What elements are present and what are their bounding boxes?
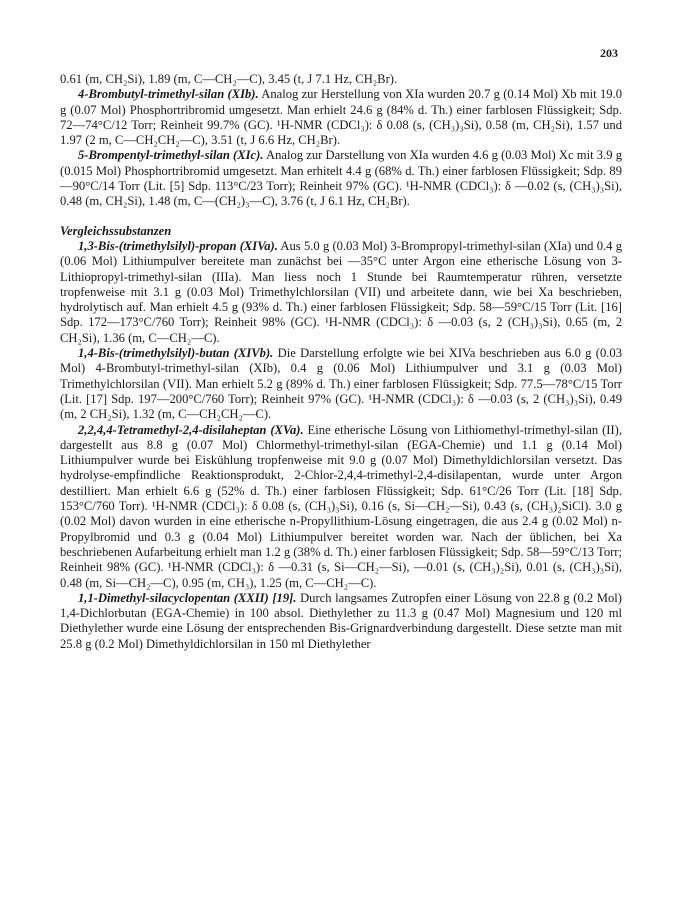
compound-name: 5-Brompentyl-trimethyl-silan (XIc).	[78, 148, 264, 163]
paragraph-xic: 5-Brompentyl-trimethyl-silan (XIc). Analog zur Darstellung von XIa wurden 4.6 g (0.03 Mol) Xc mit 3.9 g (0.015 Mol) Phosphortribromid umgesetzt. Man erhitelt 4.4 g (68% d. Th.) einer farblosen Flüssigkeit; Sdp. 89—90°C/14 Torr (Lit. [5] Sdp. 113°C/23 Torr); Reinheit 97% (GC). ¹H-NMR (CDCl₃): δ —0.02 (s, (CH₃)₃Si), 0.48 (m, CH₂Si), 1.48 (m, C—(CH₂)₃—C), 3.76 (t, J 6.1 Hz, CH₂Br).	[60, 148, 623, 209]
compound-name: 1,3-Bis-(trimethylsilyl)-propan (XIVa).	[78, 238, 278, 253]
paragraph-xia-nmr-tail: 0.61 (m, CH₂Si), 1.89 (m, C—CH₂—C), 3.45 (t, J 7.1 Hz, CH₂Br).	[60, 72, 398, 86]
page-number: 203	[600, 46, 618, 60]
paragraph-xxii: 1,1-Dimethyl-silacyclopentan (XXII) [19]. Durch langsames Zutropfen einer Lösung von 22.8 g (0.2 Mol) 1,4-Dichlorbutan (EGA-Chemie) in 100 absol. Diethylether zu 11.3 g (0.47 Mol) Magnesium und 120 ml Diethylether wurde eine Lösung der entsprechenden Bis-Grignardverbindung dargestellt. Diese setzte man mit 25.8 g (0.2 Mol) Dimethyldichlorsilan in 150 ml Diethylether	[60, 590, 622, 651]
section-heading: Vergleichssubstanzen	[60, 223, 172, 238]
compound-name: 1,1-Dimethyl-silacyclopentan (XXII) [19].	[78, 590, 297, 605]
paragraph-xva: 2,2,4,4-Tetramethyl-2,4-disilaheptan (XVa). Eine etherische Lösung von Lithiomethyl-trimethyl-silan (II), dargestellt aus 8.8 g (0.07 Mol) Chlormethyl-trimethyl-silan (EGA-Chemie) und 1.1 g (0.14 Mol) Lithiumpulver wurde bei Eiskühlung tropfenweise mit 9.0 g (0.07 Mol) Dimethyldichlorsilan versetzt. Das hydrolyse-empfindliche Reaktionsprodukt, 2-Chlor-2,4,4-trimethyl-2,4-disilapentan, wurde unter Argon destilliert. Man erhielt 6.6 g (52% d. Th.) einer farblosen Flüssigkeit; Sdp. 61°C/26 Torr (Lit. [18] Sdp. 153°C/760 Torr). ¹H-NMR (CDCl₃): δ 0.08 (s, (CH₃)₃Si), 0.16 (s, Si—CH₂—Si), 0.43 (s, (CH₃)₂SiCl). 3.0 g (0.02 Mol) davon wurden in eine etherische n-Propyllithium-Lösung eingetragen, die aus 2.4 g (0.02 Mol) n-Propylbromid und 0.3 g (0.04 Mol) Lithiumpulver bereitet worden war. Nach der üblichen, bei Xa beschriebenen Aufarbeitung erhielt man 1.2 g (38% d. Th.) einer farblosen Flüssigkeit; Sdp. 58—59°C/13 Torr; Reinheit 98% (GC). ¹H-NMR (CDCl₃): δ —0.31 (s, Si—CH₂—Si), —0.01 (s, (CH₃)₂Si), 0.01 (s, (CH₃)₃Si), 0.48 (m, Si—CH₂—C), 0.95 (m, CH₃), 1.25 (m, C—CH₂—C).	[60, 422, 622, 590]
paragraph-xivb: 1,4-Bis-(trimethylsilyl)-butan (XIVb). Die Darstellung erfolgte wie bei XIVa beschrieben aus 6.0 g (0.03 Mol) 4-Brombutyl-trimethyl-silan (XIb), 0.4 g (0.06 Mol) Lithiumpulver und 3.1 g (0.03 Mol) Trimethylchlorsilan (VII). Man erhielt 5.2 g (89% d. Th.) einer farblosen Flüssigkeit; Sdp. 77.5—78°C/15 Torr (Lit. [17] Sdp. 197—200°C/760 Torr); Reinheit 97% (GC). ¹H-NMR (CDCl₃): δ —0.03 (s, 2 (CH₃)₃Si), 0.49 (m, 2 CH₂Si), 1.32 (m, C—CH₂CH₂—C).	[60, 346, 622, 422]
compound-name: 4-Brombutyl-trimethyl-silan (XIb).	[78, 87, 259, 102]
body-text	[60, 72, 622, 652]
compound-name: 2,2,4,4-Tetramethyl-2,4-disilaheptan (XVa).	[78, 422, 304, 437]
compound-name: 1,4-Bis-(trimethylsilyl)-butan (XIVb).	[78, 346, 274, 361]
paragraph-xiva: 1,3-Bis-(trimethylsilyl)-propan (XIVa). Aus 5.0 g (0.03 Mol) 3-Brompropyl-trimethyl-silan (XIa) und 0.4 g (0.06 Mol) Lithiumpulver bereitete man zunächst bei —35°C unter Argon eine etherische Lösung von 3-Lithiopropyl-trimethyl-silan (IIIa). Man liess noch 1 Stunde bei Raumtemperatur rühren, versetzte tropfenweise mit 3.1 g (0.03 Mol) Trimethylchlorsilan (VII) und arbeitete dann, wie bei Xa beschrieben, hydrolytisch auf. Man erhielt 4.5 g (93% d. Th.) einer farblosen Flüssigkeit; Sdp. 58—59°C/15 Torr (Lit. [16] Sdp. 172—173°C/760 Torr); Reinheit 98% (GC). ¹H-NMR (CDCl₃): δ —0.03 (s, 2 (CH₃)₃Si), 0.65 (m, 2 CH₂Si), 1.36 (m, C—CH₂—C).	[60, 238, 622, 345]
paragraph-xib: 4-Brombutyl-trimethyl-silan (XIb). Analog zur Herstellung von XIa wurden 20.7 g (0.14 Mol) Xb mit 19.0 g (0.07 Mol) Phosphortribromid umgesetzt. Man erhielt 24.6 g (84% d. Th.) einer farblosen Flüssigkeit; Sdp. 72—74°C/12 Torr; Reinheit 99.7% (GC). ¹H-NMR (CDCl₃): δ 0.08 (s, (CH₃)₃Si), 0.58 (m, CH₂Si), 1.57 und 1.97 (2 m, C—CH₂CH₂—C), 3.51 (t, J 6.6 Hz, CH₂Br).	[60, 87, 622, 148]
